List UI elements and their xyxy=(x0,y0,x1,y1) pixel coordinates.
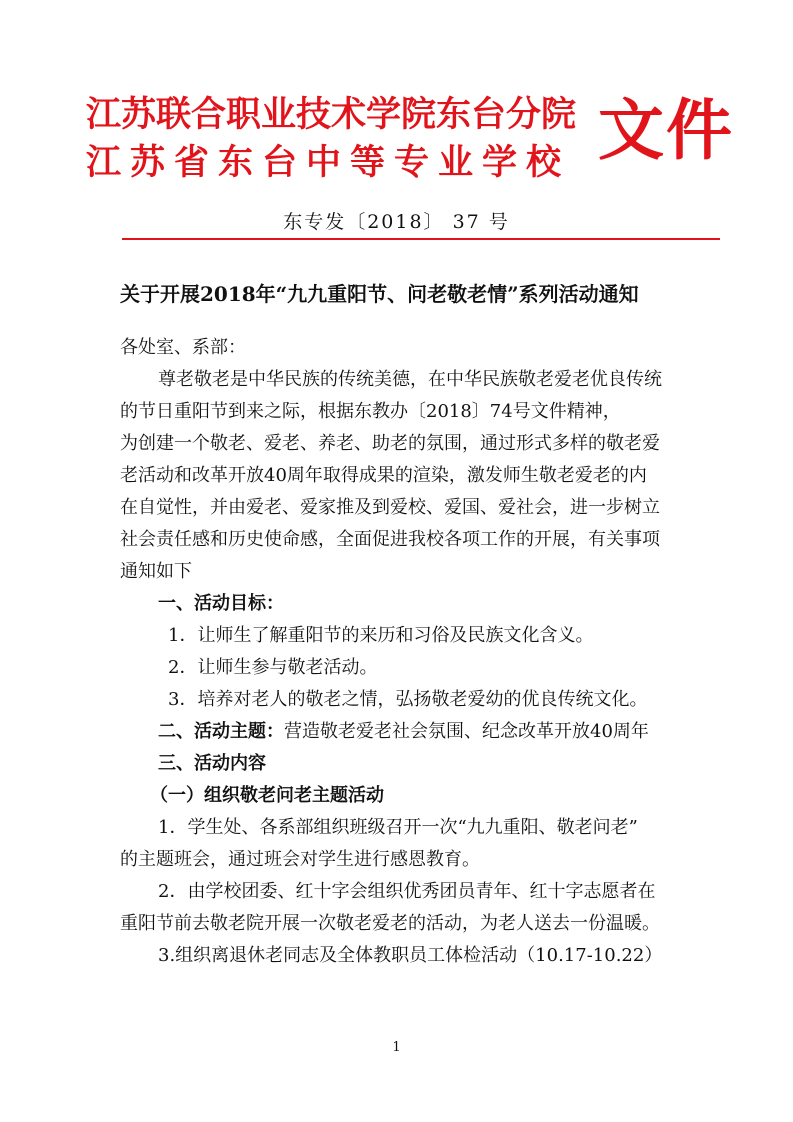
red-divider-line xyxy=(122,238,720,240)
section-1-item: 3．培养对老人的敬老之情，弘扬敬老爱幼的优良传统文化。 xyxy=(168,689,648,710)
section-2-heading: 二、活动主题： xyxy=(158,721,284,742)
section-3-para-3: 3.组织离退休老同志及全体教职员工体检活动（10.17-10.22） xyxy=(158,945,663,966)
section-2-text: 营造敬老爱老社会氛围、纪念改革开放40周年 xyxy=(284,721,649,742)
salutation: 各处室、系部： xyxy=(120,337,246,358)
section-3-heading: 三、活动内容 xyxy=(158,753,266,774)
section-3-subheading: （一）组织敬老问老主题活动 xyxy=(150,785,384,806)
section-3-para-2-line: 2．由学校团委、红十字会组织优秀团员青年、红十字志愿者在 xyxy=(158,881,656,902)
intro-line: 为创建一个敬老、爱老、养老、助老的氛围，通过形式多样的敬老爱 xyxy=(120,433,660,454)
intro-line: 在自觉性，并由爱老、爱家推及到爱校、爱国、爱社会，进一步树立 xyxy=(120,497,660,518)
intro-line: 尊老敬老是中华民族的传统美德，在中华民族敬老爱老优良传统 xyxy=(158,369,662,390)
section-3-para-1-line: 的主题班会，通过班会对学生进行感恩教育。 xyxy=(120,849,480,870)
section-2-line xyxy=(158,720,649,744)
intro-line: 社会责任感和历史使命感，全面促进我校各项工作的开展，有关事项 xyxy=(120,529,660,550)
section-3-para-1-line: 1．学生处、各系部组织班级召开一次“九九重阳、敬老问老” xyxy=(158,817,638,838)
section-3-para-2-line: 重阳节前去敬老院开展一次敬老爱老的活动，为老人送去一份温暖。 xyxy=(120,913,660,934)
page-number: 1 xyxy=(392,1040,401,1055)
section-1-item: 2．让师生参与敬老活动。 xyxy=(168,657,378,678)
letterhead-line-2: 江苏省东台中等专业学校 xyxy=(86,142,571,183)
letterhead-line-1: 江苏联合职业技术学院东台分院 xyxy=(86,94,577,135)
document-number: 东专发〔2018〕 37 号 xyxy=(283,211,510,233)
notice-title: 关于开展2018年“九九重阳节、问老敬老情”系列活动通知 xyxy=(120,282,639,306)
letterhead-wenjian: 文件 xyxy=(598,91,734,169)
intro-line: 通知如下 xyxy=(120,561,192,582)
intro-line: 的节日重阳节到来之际，根据东教办〔2018〕74号文件精神， xyxy=(120,401,621,422)
section-1-item: 1．让师生了解重阳节的来历和习俗及民族文化含义。 xyxy=(168,625,594,646)
section-1-heading: 一、活动目标： xyxy=(158,593,284,614)
intro-line: 老活动和改革开放40周年取得成果的渲染，激发师生敬老爱老的内 xyxy=(120,465,647,486)
